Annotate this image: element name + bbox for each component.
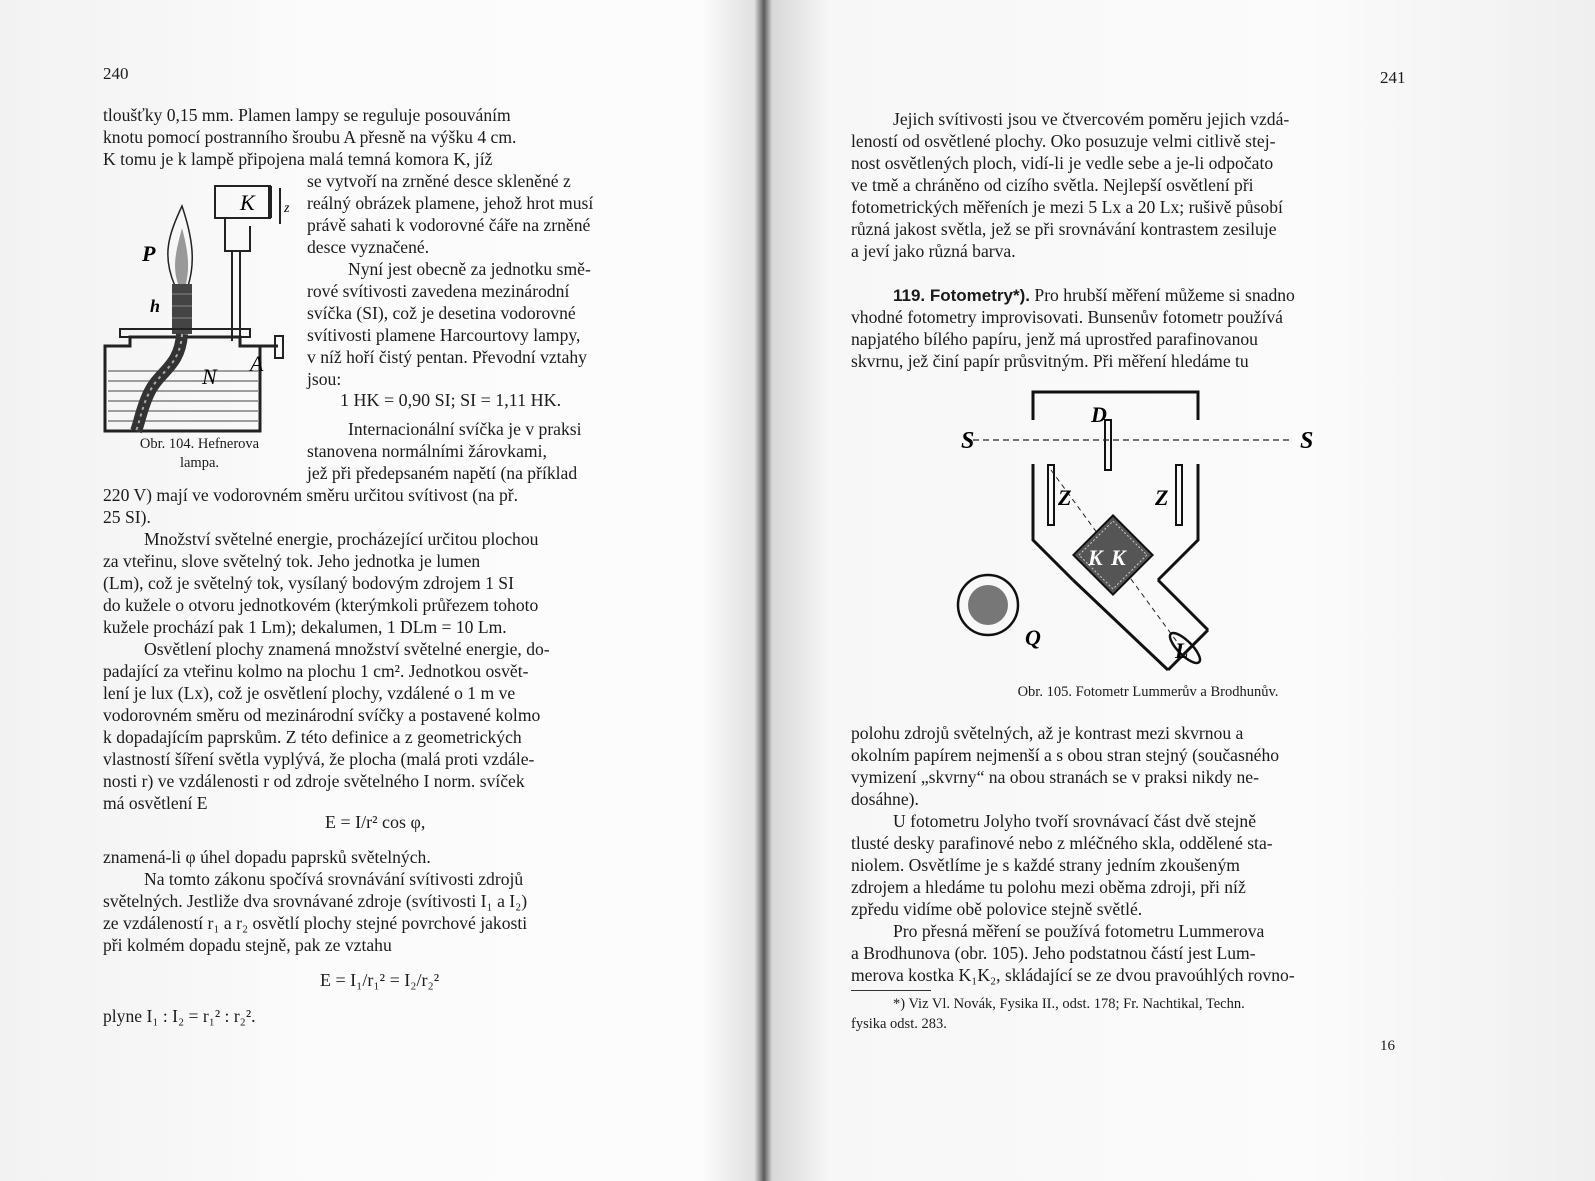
text-line: knotu pomocí postranního šroubu A přesně na výšku 4 cm. <box>103 127 517 147</box>
text-line: padající za vteřinu kolmo na plochu 1 cm². Jednotkou osvět- <box>103 661 529 681</box>
text-line: desce vyznačené. <box>307 237 430 257</box>
label-S2: S <box>1300 428 1314 454</box>
label-P: P <box>142 241 156 266</box>
text-line: v níž hoří čistý pentan. Převodní vztahy <box>307 347 587 367</box>
text-line: napjatého bílého papíru, jenž má uprostřed parafinovanou <box>851 329 1258 349</box>
label-A: A <box>250 351 264 376</box>
text-line: nosti r) ve vzdálenosti r od zdroje světelného I norm. svíček <box>103 771 525 791</box>
text-line: tloušťky 0,15 mm. Plamen lampy se reguluje posouváním <box>103 105 511 125</box>
label-h: h <box>150 296 161 316</box>
text-line: skvrnu, jež činí papír průsvitným. Při měření hledáme tu <box>851 351 1249 371</box>
label-Z2: Z <box>1155 485 1169 510</box>
text-line: svíčka (SI), což je desetina vodorovné <box>307 303 576 323</box>
text-line: kužele prochází pak 1 Lm); dekalumen, 1 DLm = 10 Lm. <box>103 617 507 637</box>
label-K1: K <box>1088 545 1103 570</box>
footnote-line: fysika odst. 283. <box>851 1016 947 1032</box>
text-line: a Brodhunova (obr. 105). Jeho podstatnou částí jest Lum- <box>851 943 1256 963</box>
page-number: 241 <box>1380 68 1406 87</box>
text-line: různá jakost světla, jež se při srovnávání kontrastem zesiluje <box>851 219 1277 239</box>
label-Z1: Z <box>1058 485 1072 510</box>
text-line: leností od osvětlené plochy. Oko posuzuje velmi citlivě stej- <box>851 131 1276 151</box>
section-line: 119. Fotometry*). Pro hrubší měření můžeme si snadno <box>893 285 1295 305</box>
hefner-lamp-figure <box>100 166 300 436</box>
text-line: Internacionální svíčka je v praksi <box>348 419 582 439</box>
left-page <box>0 0 760 1181</box>
text-line: U fotometru Jolyho tvoří srovnávací část dvě stejně <box>893 811 1257 831</box>
footnote-line: *) Viz Vl. Novák, Fysika II., odst. 178; Fr. Nachtikal, Techn. <box>893 996 1245 1012</box>
formula-hk: 1 HK = 0,90 SI; SI = 1,11 HK. <box>340 390 562 410</box>
text-line: jež při předepsaném napětí (na příklad <box>307 463 578 483</box>
lummer-brodhun-figure <box>943 380 1343 680</box>
text-line: K tomu je k lampě připojena malá temná komora K, jíž <box>103 149 493 169</box>
text-line: (Lm), což je světelný tok, vysílaný bodovým zdrojem 1 SI <box>103 573 514 593</box>
text-line: se vytvoří na zrněné desce skleněné z <box>307 171 571 191</box>
text-line: lení je lux (Lx), což je osvětlení plochy, vzdálené o 1 m ve <box>103 683 516 703</box>
text-line: plyne I₁ : I₂ = r₁² : r₂². <box>103 1006 256 1026</box>
text-line: Množství světelné energie, procházející určitou plochou <box>144 529 539 549</box>
text-line: Osvětlení plochy znamená množství světelné energie, do- <box>144 639 550 659</box>
text-line: vymizení „skvrny“ na obou stranách se v praksi nikdy ne- <box>851 767 1259 787</box>
text-line: stanovena normálními žárovkami, <box>307 441 547 461</box>
figure-caption: Obr. 104. Hefnerova lampa. <box>139 436 260 471</box>
text-line: zdrojem a hledáme tu polohu mezi oběma zdroji, při níž <box>851 877 1246 897</box>
text-line: Pro přesná měření se používá fotometru Lummerova <box>893 921 1265 941</box>
text-line: ze vzdáleností r₁ a r₂ osvětlí plochy stejné povrchové jakosti <box>103 913 528 933</box>
text-line: má osvětlení E <box>103 793 208 813</box>
footnote-rule <box>851 990 931 991</box>
section-heading: 119. Fotometry*). <box>893 286 1030 305</box>
text-line: okolním papírem nejmenší a s obou stran stejný (současného <box>851 745 1280 765</box>
text-line: vhodné fotometry improvisovati. Bunsenův fotometr používá <box>851 307 1283 327</box>
label-D: D <box>1091 402 1107 427</box>
text-line: znamená-li φ úhel dopadu paprsků světelných. <box>103 847 431 867</box>
text-line: rové svítivosti zavedena mezinárodní <box>307 281 570 301</box>
text-line: a jeví jako různá barva. <box>851 241 1016 261</box>
formula-comparison: E = I₁/r₁² = I₂/r₂² <box>320 970 440 990</box>
label-N: N <box>202 364 217 389</box>
text-line: za vteřinu, slove světelný tok. Jeho jednotka je lumen <box>103 551 481 571</box>
text-line: merova kostka K₁K₂, skládající se ze dvou pravoúhlých rovno- <box>851 965 1295 985</box>
text-line: zpředu vidíme obě polovice stejně světlé. <box>851 899 1143 919</box>
text-line: k dopadajícím paprskům. Z této definice a z geometrických <box>103 727 522 747</box>
text-line: reálný obrázek plamene, jehož hrot musí <box>307 193 594 213</box>
text-line: vodorovném směru od mezinárodní svíčky a postavené kolmo <box>103 705 541 725</box>
text-line: při kolmém dopadu stejně, pak ze vztahu <box>103 935 392 955</box>
text-line: světelných. Jestliže dva srovnávané zdroje (svítivosti I₁ a I₂) <box>103 891 528 911</box>
text-line: do kužele o otvoru jednotkovém (kterýmkoli průřezem tohoto <box>103 595 539 615</box>
formula-illuminance: E = I/r² cos φ, <box>325 812 426 832</box>
text-line: vlastností šíření světla vyplývá, že plocha (malá proti vzdále- <box>103 749 535 769</box>
figure-caption: Obr. 105. Fotometr Lummerův a Brodhunův. <box>1017 684 1279 700</box>
label-Q: Q <box>1025 625 1041 650</box>
label-S1: S <box>961 428 975 454</box>
text-line: jsou: <box>307 369 342 389</box>
label-K2: K <box>1111 545 1126 570</box>
label-z: z <box>284 201 290 216</box>
label-L: L <box>1175 638 1189 663</box>
text-line: 25 SI). <box>103 507 151 527</box>
signature-number: 16 <box>1380 1038 1395 1054</box>
text-line: ve tmě a chráněno od cizího světla. Nejlepší osvětlení při <box>851 175 1254 195</box>
text-line: dosáhne). <box>851 789 919 809</box>
text-line: tlusté desky parafinové nebo z mléčného skla, oddělené sta- <box>851 833 1273 853</box>
text-line: Na tomto zákonu spočívá srovnávání svítivosti zdrojů <box>144 869 524 889</box>
text-line: 220 V) mají ve vodorovném směru určitou svítivost (na př. <box>103 485 519 505</box>
text-line: niolem. Osvětlíme je s každé strany jedním zkoušeným <box>851 855 1240 875</box>
page-number: 240 <box>103 64 129 83</box>
label-K: K <box>240 190 255 215</box>
text-line: Nyní jest obecně za jednotku smě- <box>348 259 591 279</box>
text-line: svítivosti plamene Harcourtovy lampy, <box>307 325 581 345</box>
text-line: právě sahati k vodorovné čáře na zrněné <box>307 215 591 235</box>
text-line: polohu zdrojů světelných, až je kontrast mezi skvrnou a <box>851 723 1244 743</box>
text-line: nost osvětlených ploch, vidí-li je vedle sebe a je-li odpočato <box>851 153 1274 173</box>
right-page <box>763 0 1595 1181</box>
text-line: Jejich svítivosti jsou ve čtvercovém poměru jejich vzdá- <box>893 109 1290 129</box>
text-line: fotometrických měřeních je mezi 5 Lx a 20 Lx; rušivě působí <box>851 197 1283 217</box>
